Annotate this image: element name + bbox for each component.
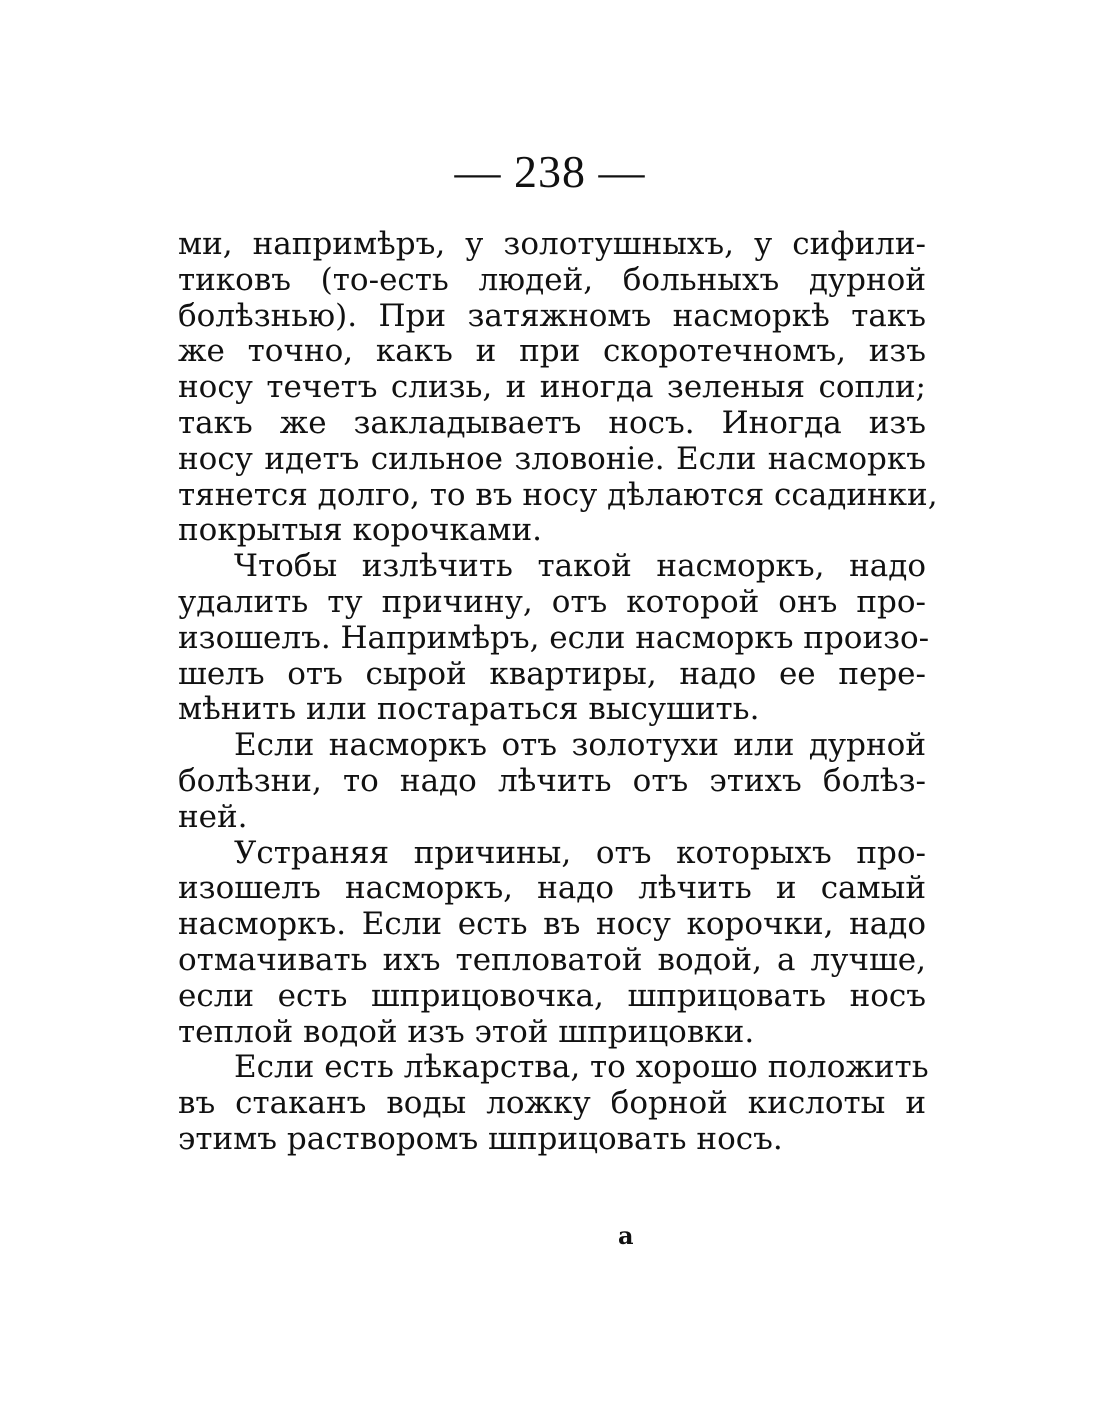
text-line: болѣзни, то надо лѣчить отъ этихъ болѣз- xyxy=(178,762,926,799)
text-line: такъ же закладываетъ носъ. Иногда изъ xyxy=(178,404,926,441)
text-line: Чтобы излѣчить такой насморкъ, надо xyxy=(234,548,926,585)
text-line: тиковъ (то-есть людей, больныхъ дурной xyxy=(178,261,926,298)
text-line: мѣнить или постараться высушить. xyxy=(178,691,760,728)
text-line: удалить ту причину, отъ которой онъ про- xyxy=(178,583,926,620)
text-line: изошелъ насморкъ, надо лѣчить и самый xyxy=(178,870,926,907)
text-line: носу течетъ слизь, и иногда зеленыя сопли; xyxy=(178,369,926,406)
text-line: ней. xyxy=(178,798,248,835)
text-line: носу идетъ сильное зловоніе. Если насморкъ xyxy=(178,440,926,477)
text-line: этимъ растворомъ шприцовать носъ. xyxy=(178,1120,783,1157)
text-line: покрытыя корочками. xyxy=(178,512,542,549)
signature-mark: a xyxy=(618,1221,634,1250)
text-line: же точно, какъ и при скоротечномъ, изъ xyxy=(178,333,926,370)
text-line: Если насморкъ отъ золотухи или дурной xyxy=(234,727,926,764)
text-line: насморкъ. Если есть въ носу корочки, надо xyxy=(178,906,926,943)
text-line: Устраняя причины, отъ которыхъ про- xyxy=(234,834,926,871)
text-line: ми, напримѣръ, у золотушныхъ, у сифили- xyxy=(178,226,926,262)
text-line: шелъ отъ сырой квартиры, надо ее пере- xyxy=(178,655,926,692)
text-line: Если есть лѣкарства, то хорошо положить xyxy=(234,1049,929,1086)
text-line: изошелъ. Напримѣръ, если насморкъ произо- xyxy=(178,619,930,656)
text-line: отмачивать ихъ тепловатой водой, а лучше, xyxy=(178,941,926,978)
body-text xyxy=(178,226,938,1158)
text-line: въ стаканъ воды ложку борной кислоты и xyxy=(178,1085,926,1122)
text-line: если есть шприцовочка, шприцовать носъ xyxy=(178,977,926,1014)
text-line: теплой водой изъ этой шприцовки. xyxy=(178,1013,755,1050)
page-number: — 238 — xyxy=(454,146,646,197)
text-line: тянется долго, то въ носу дѣлаются ссадинки, xyxy=(178,476,938,513)
text-line: болѣзнью). При затяжномъ насморкѣ такъ xyxy=(178,297,926,334)
